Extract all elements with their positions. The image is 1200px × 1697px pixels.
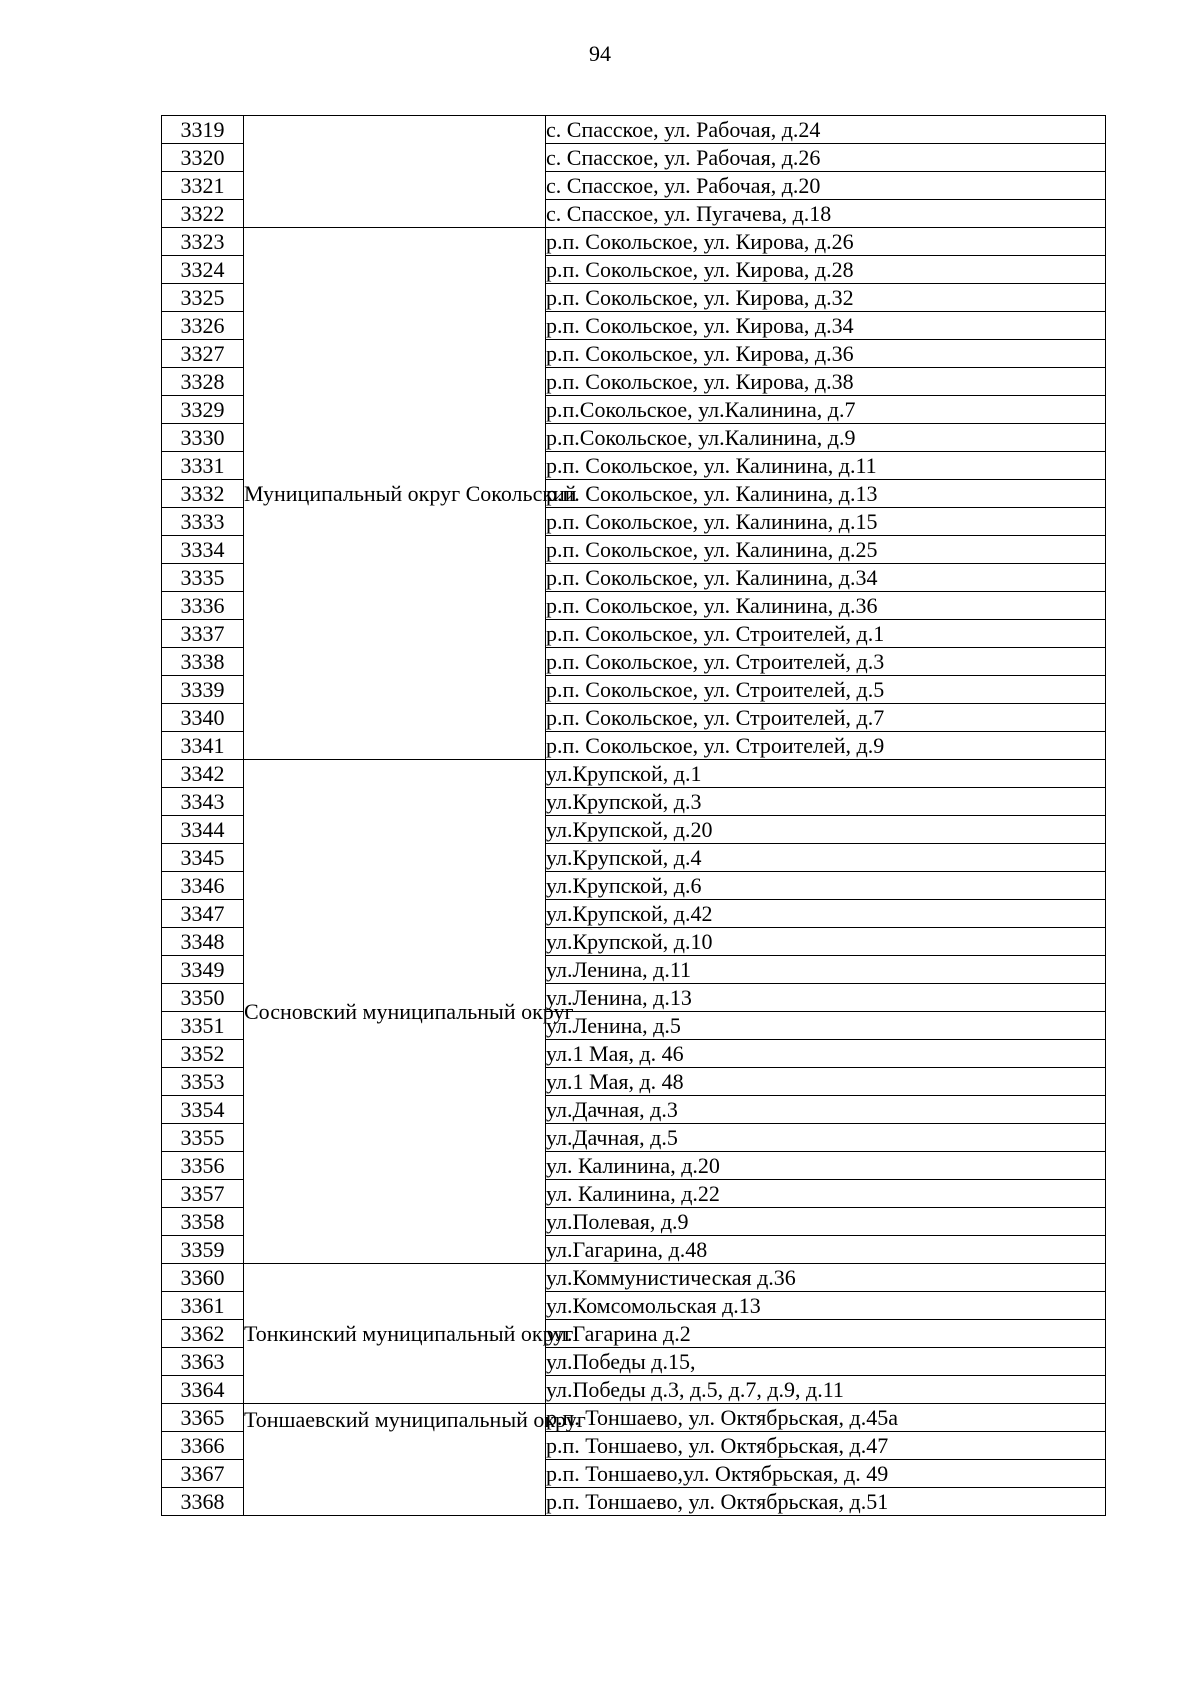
row-number: 3345 xyxy=(162,844,244,872)
row-number: 3321 xyxy=(162,172,244,200)
district-cell xyxy=(244,116,546,228)
row-number: 3355 xyxy=(162,1124,244,1152)
table-row xyxy=(162,760,1106,788)
row-number: 3323 xyxy=(162,228,244,256)
address-cell: ул.Гагарина д.2 xyxy=(546,1320,1106,1348)
address-cell: ул.Победы д.15, xyxy=(546,1348,1106,1376)
address-cell: р.п. Сокольское, ул. Строителей, д.3 xyxy=(546,648,1106,676)
address-table xyxy=(161,115,1106,1516)
row-number: 3363 xyxy=(162,1348,244,1376)
row-number: 3339 xyxy=(162,676,244,704)
address-cell: с. Спасское, ул. Пугачева, д.18 xyxy=(546,200,1106,228)
row-number: 3322 xyxy=(162,200,244,228)
address-cell: р.п. Сокольское, ул. Кирова, д.36 xyxy=(546,340,1106,368)
address-cell: ул.Дачная, д.3 xyxy=(546,1096,1106,1124)
district-cell: Сосновский муниципальный округ xyxy=(244,760,546,1264)
row-number: 3330 xyxy=(162,424,244,452)
address-cell: р.п. Сокольское, ул. Калинина, д.36 xyxy=(546,592,1106,620)
district-cell: Тонкинский муниципальный округ xyxy=(244,1264,546,1404)
address-cell: р.п. Сокольское, ул. Калинина, д.13 xyxy=(546,480,1106,508)
address-cell: ул.1 Мая, д. 46 xyxy=(546,1040,1106,1068)
row-number: 3336 xyxy=(162,592,244,620)
row-number: 3361 xyxy=(162,1292,244,1320)
row-number: 3337 xyxy=(162,620,244,648)
address-cell: р.п. Сокольское, ул. Строителей, д.1 xyxy=(546,620,1106,648)
address-cell: с. Спасское, ул. Рабочая, д.24 xyxy=(546,116,1106,144)
table-row xyxy=(162,1404,1106,1432)
row-number: 3338 xyxy=(162,648,244,676)
row-number: 3341 xyxy=(162,732,244,760)
address-cell: ул.Дачная, д.5 xyxy=(546,1124,1106,1152)
table-row xyxy=(162,228,1106,256)
row-number: 3348 xyxy=(162,928,244,956)
address-cell: ул.Крупской, д.6 xyxy=(546,872,1106,900)
address-cell: р.п. Сокольское, ул. Кирова, д.26 xyxy=(546,228,1106,256)
address-cell: ул.Крупской, д.42 xyxy=(546,900,1106,928)
address-cell: р.п. Тоншаево, ул. Октябрьская, д.51 xyxy=(546,1488,1106,1516)
row-number: 3335 xyxy=(162,564,244,592)
address-cell: р.п. Сокольское, ул. Кирова, д.34 xyxy=(546,312,1106,340)
row-number: 3344 xyxy=(162,816,244,844)
address-cell: ул.Ленина, д.11 xyxy=(546,956,1106,984)
row-number: 3332 xyxy=(162,480,244,508)
address-cell: ул.Крупской, д.20 xyxy=(546,816,1106,844)
row-number: 3367 xyxy=(162,1460,244,1488)
address-cell: ул.1 Мая, д. 48 xyxy=(546,1068,1106,1096)
district-cell: Тоншаевский муниципальный округ xyxy=(244,1404,546,1516)
row-number: 3343 xyxy=(162,788,244,816)
address-cell: р.п. Сокольское, ул. Калинина, д.34 xyxy=(546,564,1106,592)
row-number: 3352 xyxy=(162,1040,244,1068)
district-cell: Муниципальный округ Сокольский xyxy=(244,228,546,760)
row-number: 3350 xyxy=(162,984,244,1012)
row-number: 3325 xyxy=(162,284,244,312)
address-cell: с. Спасское, ул. Рабочая, д.20 xyxy=(546,172,1106,200)
address-cell: ул. Калинина, д.20 xyxy=(546,1152,1106,1180)
address-cell: ул.Ленина, д.5 xyxy=(546,1012,1106,1040)
row-number: 3319 xyxy=(162,116,244,144)
row-number: 3365 xyxy=(162,1404,244,1432)
address-cell: р.п. Тоншаево,ул. Октябрьская, д. 49 xyxy=(546,1460,1106,1488)
address-cell: ул.Полевая, д.9 xyxy=(546,1208,1106,1236)
row-number: 3357 xyxy=(162,1180,244,1208)
address-table-body xyxy=(162,116,1106,1516)
row-number: 3333 xyxy=(162,508,244,536)
row-number: 3334 xyxy=(162,536,244,564)
address-cell: р.п. Сокольское, ул. Кирова, д.28 xyxy=(546,256,1106,284)
table-row xyxy=(162,1264,1106,1292)
row-number: 3353 xyxy=(162,1068,244,1096)
row-number: 3320 xyxy=(162,144,244,172)
address-cell: р.п. Сокольское, ул. Калинина, д.11 xyxy=(546,452,1106,480)
row-number: 3351 xyxy=(162,1012,244,1040)
address-cell: р.п. Тоншаево, ул. Октябрьская, д.47 xyxy=(546,1432,1106,1460)
address-cell: р.п. Сокольское, ул. Строителей, д.5 xyxy=(546,676,1106,704)
row-number: 3360 xyxy=(162,1264,244,1292)
address-cell: р.п. Сокольское, ул. Калинина, д.15 xyxy=(546,508,1106,536)
address-cell: ул.Коммунистическая д.36 xyxy=(546,1264,1106,1292)
address-cell: р.п. Сокольское, ул. Строителей, д.7 xyxy=(546,704,1106,732)
address-cell: р.п. Сокольское, ул. Строителей, д.9 xyxy=(546,732,1106,760)
row-number: 3346 xyxy=(162,872,244,900)
row-number: 3358 xyxy=(162,1208,244,1236)
row-number: 3324 xyxy=(162,256,244,284)
address-cell: ул. Калинина, д.22 xyxy=(546,1180,1106,1208)
address-cell: ул.Крупской, д.3 xyxy=(546,788,1106,816)
row-number: 3326 xyxy=(162,312,244,340)
row-number: 3328 xyxy=(162,368,244,396)
row-number: 3364 xyxy=(162,1376,244,1404)
address-cell: р.п. Сокольское, ул. Калинина, д.25 xyxy=(546,536,1106,564)
address-cell: р.п. Тоншаево, ул. Октябрьская, д.45а xyxy=(546,1404,1106,1432)
row-number: 3347 xyxy=(162,900,244,928)
row-number: 3362 xyxy=(162,1320,244,1348)
page-number: 94 xyxy=(589,41,611,66)
row-number: 3356 xyxy=(162,1152,244,1180)
address-cell: с. Спасское, ул. Рабочая, д.26 xyxy=(546,144,1106,172)
row-number: 3349 xyxy=(162,956,244,984)
row-number: 3329 xyxy=(162,396,244,424)
row-number: 3359 xyxy=(162,1236,244,1264)
address-cell: ул.Гагарина, д.48 xyxy=(546,1236,1106,1264)
address-cell: ул.Победы д.3, д.5, д.7, д.9, д.11 xyxy=(546,1376,1106,1404)
address-cell: ул.Крупской, д.4 xyxy=(546,844,1106,872)
address-cell: р.п. Сокольское, ул. Кирова, д.32 xyxy=(546,284,1106,312)
row-number: 3340 xyxy=(162,704,244,732)
row-number: 3354 xyxy=(162,1096,244,1124)
address-cell: ул.Крупской, д.1 xyxy=(546,760,1106,788)
row-number: 3366 xyxy=(162,1432,244,1460)
address-cell: р.п. Сокольское, ул. Кирова, д.38 xyxy=(546,368,1106,396)
address-cell: ул.Комсомольская д.13 xyxy=(546,1292,1106,1320)
row-number: 3331 xyxy=(162,452,244,480)
address-cell: ул.Крупской, д.10 xyxy=(546,928,1106,956)
table-row xyxy=(162,116,1106,144)
row-number: 3368 xyxy=(162,1488,244,1516)
address-cell: р.п.Сокольское, ул.Калинина, д.9 xyxy=(546,424,1106,452)
address-cell: р.п.Сокольское, ул.Калинина, д.7 xyxy=(546,396,1106,424)
row-number: 3327 xyxy=(162,340,244,368)
address-cell: ул.Ленина, д.13 xyxy=(546,984,1106,1012)
row-number: 3342 xyxy=(162,760,244,788)
